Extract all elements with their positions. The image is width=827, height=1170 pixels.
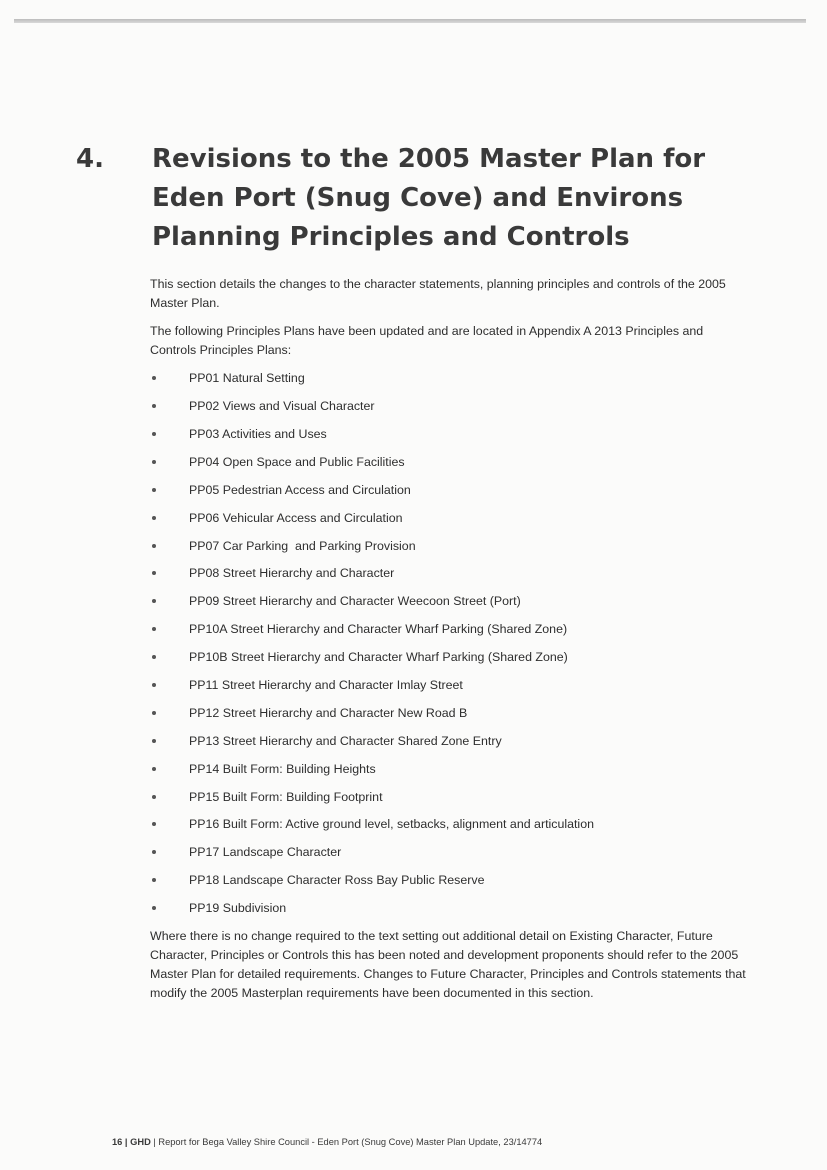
list-item: [0, 481, 760, 501]
list-item-label: PP07 Car Parking and Parking Provision: [189, 539, 416, 553]
intro-paragraph: This section details the changes to the character statements, planning principles and controls of the 2005 Master Plan.: [150, 277, 726, 310]
top-divider: [14, 19, 806, 23]
footer-separator: |: [122, 1137, 131, 1147]
list-item: [0, 509, 760, 529]
list-item: [0, 425, 760, 445]
bullet-icon: [152, 822, 156, 826]
bullet-icon: [152, 906, 156, 910]
list-item-label: PP15 Built Form: Building Footprint: [189, 790, 383, 804]
list-item: [0, 537, 760, 557]
list-item-label: PP04 Open Space and Public Facilities: [189, 455, 405, 469]
company-name: GHD: [130, 1137, 151, 1147]
bullet-icon: [152, 516, 156, 520]
list-item: [0, 564, 760, 584]
bullet-icon: [152, 878, 156, 882]
bullet-icon: [152, 683, 156, 687]
list-item-label: PP16 Built Form: Active ground level, setbacks, alignment and articulation: [189, 817, 594, 831]
list-item-label: PP02 Views and Visual Character: [189, 399, 375, 413]
bullet-icon: [152, 460, 156, 464]
bullet-icon: [152, 795, 156, 799]
list-item: [0, 648, 760, 668]
list-item: [0, 592, 760, 612]
list-item-label: PP19 Subdivision: [189, 901, 287, 915]
bullet-icon: [152, 711, 156, 715]
list-item-label: PP09 Street Hierarchy and Character Weecoon Street (Port): [189, 594, 521, 608]
list-item: [0, 397, 760, 417]
list-item-label: PP12 Street Hierarchy and Character New Road B: [189, 706, 468, 720]
report-reference: | Report for Bega Valley Shire Council - Eden Port (Snug Cove) Master Plan Update, 23/14774: [150, 1137, 543, 1147]
list-item-label: PP08 Street Hierarchy and Character: [189, 566, 395, 580]
list-item-label: PP01 Natural Setting: [189, 371, 305, 385]
bullet-icon: [152, 432, 156, 436]
list-item: [0, 760, 760, 780]
bullet-icon: [152, 571, 156, 575]
bullet-icon: [152, 655, 156, 659]
bullet-icon: [152, 544, 156, 548]
section-title: Revisions to the 2005 Master Plan for Eden Port (Snug Cove) and Environs Planning Principles and Controls: [152, 144, 706, 252]
updated-plans-paragraph: The following Principles Plans have been updated and are located in Appendix A 2013 Principles and Controls Principles Plans:: [150, 324, 704, 357]
bullet-icon: [152, 627, 156, 631]
list-item: [0, 843, 760, 863]
list-item: [0, 620, 760, 640]
list-item-label: PP10B Street Hierarchy and Character Wharf Parking (Shared Zone): [189, 650, 568, 664]
bullet-icon: [152, 850, 156, 854]
list-item: [0, 369, 760, 389]
list-item-label: PP05 Pedestrian Access and Circulation: [189, 483, 411, 497]
list-item: [0, 815, 760, 835]
list-item: [0, 453, 760, 473]
bullet-icon: [152, 404, 156, 408]
list-item-label: PP18 Landscape Character Ross Bay Public Reserve: [189, 873, 485, 887]
list-item-label: PP03 Activities and Uses: [189, 427, 327, 441]
bullet-icon: [152, 739, 156, 743]
list-item-label: PP06 Vehicular Access and Circulation: [189, 511, 403, 525]
bullet-icon: [152, 599, 156, 603]
list-item-label: PP14 Built Form: Building Heights: [189, 762, 376, 776]
page-footer: [112, 1136, 542, 1148]
list-item: [0, 788, 760, 808]
list-item: [0, 899, 760, 919]
section-number: 4.: [76, 144, 104, 174]
bullet-icon: [152, 767, 156, 771]
list-item-label: PP13 Street Hierarchy and Character Shared Zone Entry: [189, 734, 502, 748]
closing-paragraph: Where there is no change required to the text setting out additional detail on Existing Character, Future Character, Principles or Controls this has been noted and development proponents should refer to the 2005 Master Plan for detailed requirements. Changes to Future Character, Principles and Controls statements that modify the 2005 Masterplan requirements have been documented in this section.: [150, 929, 746, 1000]
page-number: 16: [112, 1137, 123, 1147]
list-item: [0, 871, 760, 891]
list-item: [0, 732, 760, 752]
list-item-label: PP11 Street Hierarchy and Character Imlay Street: [189, 678, 463, 692]
list-item: [0, 704, 760, 724]
bullet-icon: [152, 488, 156, 492]
list-item-label: PP17 Landscape Character: [189, 845, 342, 859]
bullet-icon: [152, 376, 156, 380]
list-item-label: PP10A Street Hierarchy and Character Wharf Parking (Shared Zone): [189, 622, 568, 636]
list-item: [0, 676, 760, 696]
